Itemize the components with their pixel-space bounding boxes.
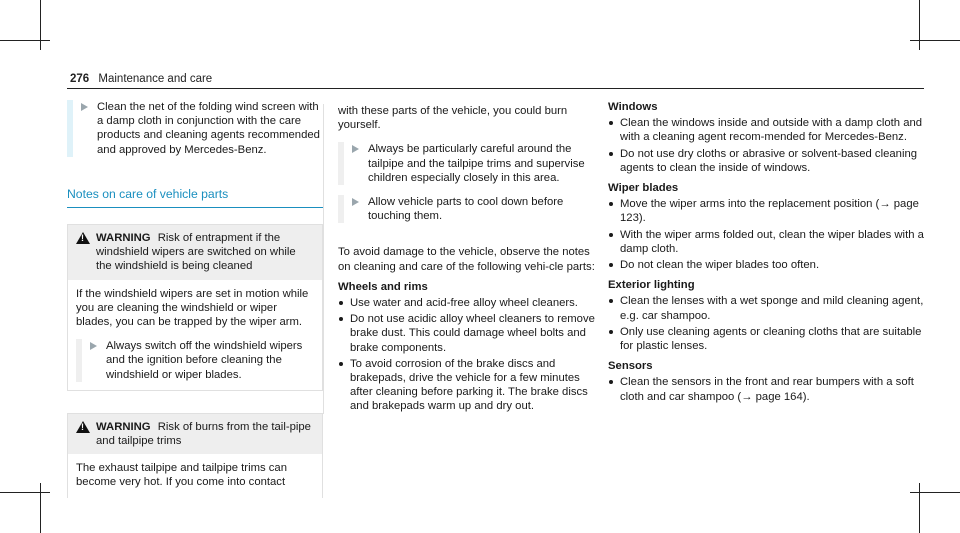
instruction-bar <box>338 142 344 185</box>
crop-mark <box>40 483 41 533</box>
column-middle <box>323 104 597 414</box>
page-number: 276 <box>70 73 90 85</box>
instruction-text: Allow vehicle parts to cool down before touching them. <box>368 196 564 223</box>
instruction-block <box>338 195 597 223</box>
warning-icon <box>76 232 90 244</box>
instruction <box>350 142 597 185</box>
crop-mark <box>919 0 920 50</box>
instruction <box>79 100 323 157</box>
header-rule <box>67 88 924 89</box>
warning-body <box>68 280 322 390</box>
warning-box <box>67 224 323 391</box>
instruction-text: Always switch off the windshield wipers and the ignition before cleaning the windshield or wiper blades. <box>106 340 303 381</box>
warning-text: The exhaust tailpipe and tailpipe trims can become very hot. If you come into contact <box>76 462 287 489</box>
crop-mark <box>0 40 50 41</box>
list-item: Move the wiper arms into the replacement position (→ page 123). <box>608 197 926 225</box>
wiper-list <box>608 197 926 272</box>
list-item: Clean the sensors in the front and rear bumpers with a soft cloth and car shampoo (→ page 164). <box>608 375 926 403</box>
warning-label: WARNING <box>96 232 151 245</box>
column-left <box>67 100 323 498</box>
instruction-text: Always be particularly careful around the tailpipe and the tailpipe trims and supervise children especially closely in this area. <box>368 143 585 184</box>
section-name: Maintenance and care <box>98 73 213 85</box>
instruction-block <box>67 100 323 157</box>
list-item: Do not clean the wiper blades too often. <box>608 258 926 272</box>
list-item: Do not use dry cloths or abrasive or solvent-based cleaning agents to clean the inside of windows. <box>608 147 926 175</box>
crop-mark <box>910 40 960 41</box>
column-right <box>608 100 926 404</box>
instruction-bar <box>67 100 73 157</box>
windows-heading: Windows <box>608 101 658 113</box>
warning-title: Risk of burns from the tail-pipe and tailpipe trims <box>96 420 311 448</box>
wheels-heading: Wheels and rims <box>338 280 428 293</box>
wheels-list <box>338 296 597 414</box>
instruction <box>350 195 597 223</box>
warning-continued-text: with these parts of the vehicle, you could burn yourself. <box>338 105 568 132</box>
arrow-icon <box>352 198 359 206</box>
instruction-bar <box>338 195 344 223</box>
warning-box <box>67 413 323 498</box>
instruction-block <box>76 339 314 382</box>
page-header <box>70 72 212 86</box>
warning-title: Risk of entrapment if the windshield wipers are switched on while the windshield is being cleaned <box>96 232 296 273</box>
wiper-heading: Wiper blades <box>608 182 679 195</box>
list-item: Use water and acid-free alloy wheel cleaners. <box>338 296 597 310</box>
warning-icon <box>76 421 90 433</box>
lighting-list <box>608 294 926 353</box>
arrow-icon <box>90 342 97 350</box>
arrow-icon <box>352 145 359 153</box>
crop-mark <box>919 483 920 533</box>
list-item: Clean the lenses with a wet sponge and mild cleaning agent, e.g. car shampoo. <box>608 294 926 322</box>
crop-mark <box>0 492 50 493</box>
windows-list <box>608 116 926 175</box>
section-title: Notes on care of vehicle parts <box>67 187 323 208</box>
lighting-heading: Exterior lighting <box>608 279 695 292</box>
list-item: Only use cleaning agents or cleaning cloths that are suitable for plastic lenses. <box>608 325 926 353</box>
list-item: Do not use acidic alloy wheel cleaners to remove brake dust. This could damage wheel bolts and brake components. <box>338 312 597 355</box>
instruction-block <box>338 142 597 185</box>
list-item: With the wiper arms folded out, clean the wiper blades with a damp cloth. <box>608 228 926 256</box>
warning-header <box>68 225 322 280</box>
sensors-list <box>608 375 926 403</box>
warning-body <box>68 454 322 497</box>
sensors-heading: Sensors <box>608 360 653 373</box>
arrow-icon <box>81 103 88 111</box>
crop-mark <box>910 492 960 493</box>
warning-header <box>68 414 322 454</box>
warning-label: WARNING <box>96 420 151 433</box>
warning-text: If the windshield wipers are set in motion while you are cleaning the windshield or wiper blades, you can be trapped by the wiper arm. <box>76 287 309 329</box>
list-item: To avoid corrosion of the brake discs and brakepads, drive the vehicle for a few minutes after cleaning before parking it. The brake discs and brakepads warm up and dry out. <box>338 357 597 414</box>
instruction-bar <box>76 339 82 382</box>
crop-mark <box>40 0 41 50</box>
list-item: Clean the windows inside and outside with a damp cloth and with a cleaning agent recom-mended for Mercedes-Benz. <box>608 116 926 144</box>
instruction-text: Clean the net of the folding wind screen with a damp cloth in conjunction with the care products and cleaning agents recommended and approved by Mercedes-Benz. <box>97 101 320 156</box>
instruction <box>88 339 314 382</box>
intro-text: To avoid damage to the vehicle, observe the notes on cleaning and care of the following vehi-cle parts: <box>338 246 595 273</box>
